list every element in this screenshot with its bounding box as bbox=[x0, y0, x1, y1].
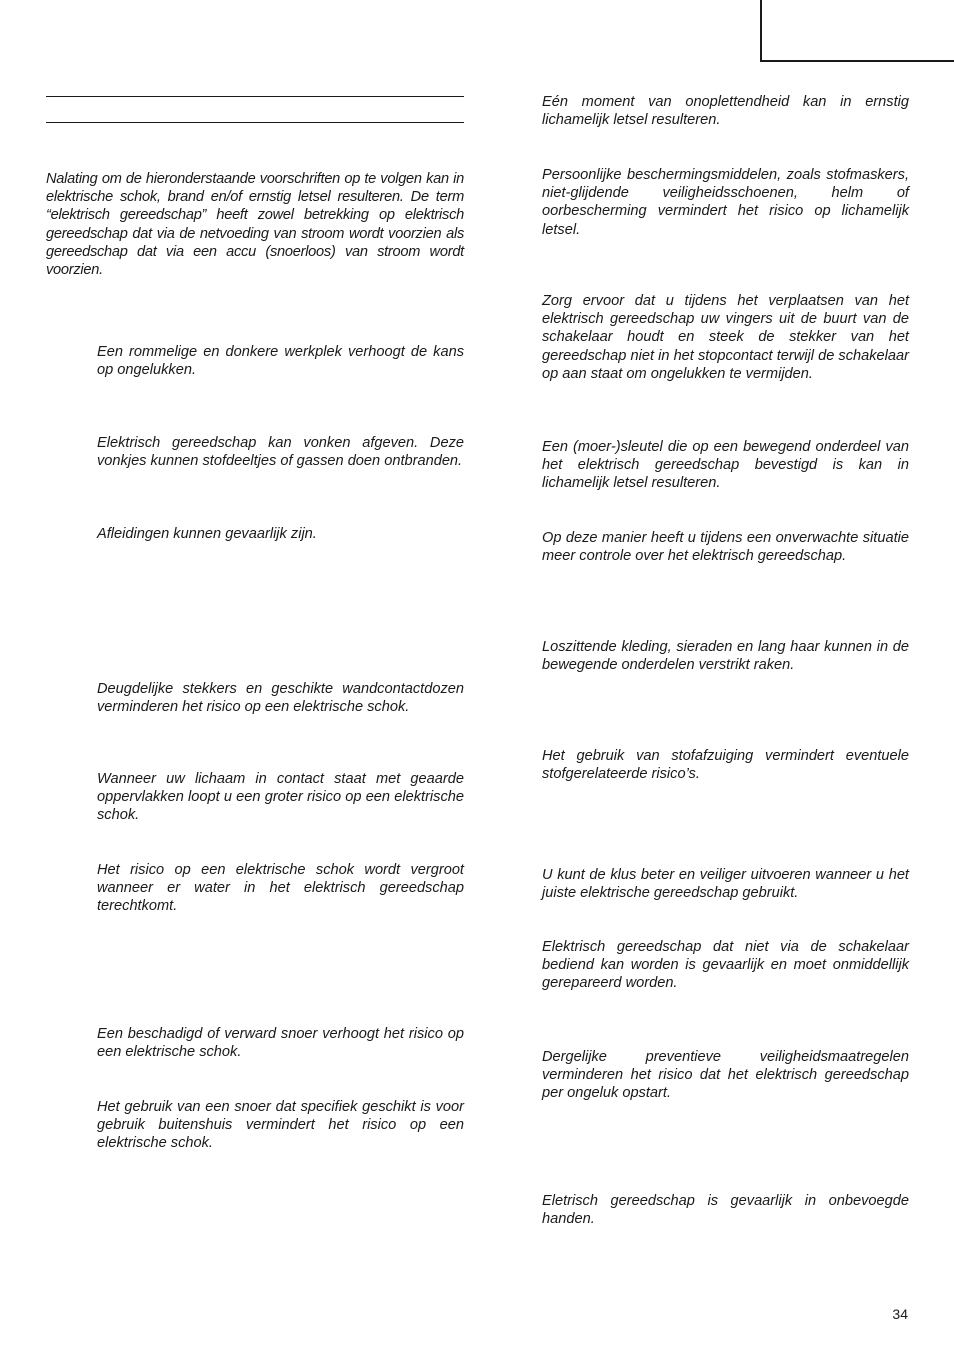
language-tab-box bbox=[760, 0, 954, 62]
grounded-surface-text: Wanneer uw lichaam in contact staat met geaarde oppervlakken loopt u een groter risico op een elektrische schok. bbox=[97, 771, 464, 824]
plug-safety-text: Deugdelijke stekkers en geschikte wandcontactdozen verminderen het risico op een elektrische schok. bbox=[97, 681, 464, 716]
outdoor-cord-text: Het gebruik van een snoer dat specifiek geschikt is voor gebruik buitenshuis vermindert het risico op een elektrische schok. bbox=[97, 1099, 464, 1152]
untrained-users-text: Eletrisch gereedschap is gevaarlijk in onbevoegde handen. bbox=[542, 1193, 909, 1228]
explosive-atmosphere-text: Elektrisch gereedschap kan vonken afgeven. Deze vonkjes kunnen stofdeeltjes of gassen doen ontbranden. bbox=[97, 435, 464, 470]
footing-balance-text: Op deze manier heeft u tijdens een onverwachte situatie meer controle over het elektrisch gereedschap. bbox=[542, 530, 909, 565]
damaged-cord-text: Een beschadigd of verward snoer verhoogt het risico op een elektrische schok. bbox=[97, 1026, 464, 1061]
preventive-measures-text: Dergelijke preventieve veiligheidsmaatregelen verminderen het risico dat het elektrisch gereedschap per ongeluk opstart. bbox=[542, 1049, 909, 1102]
protective-equipment-text: Persoonlijke beschermingsmiddelen, zoals stofmaskers, niet-glijdende veiligheidsschoenen, helm of oorbescherming vermindert het risico op lichamelijk letsel. bbox=[542, 167, 909, 238]
unintentional-start-text: Zorg ervoor dat u tijdens het verplaatsen van het elektrisch gereedschap uw vingers uit de buurt van de schakelaar houdt en steek de stekker van het gereedschap niet in het stopcontact terwijl de schakelaar op aan staat om ongelukken te vermijden. bbox=[542, 293, 909, 382]
distraction-text: Afleidingen kunnen gevaarlijk zijn. bbox=[97, 526, 317, 542]
loose-clothing-text: Loszittende kleding, sieraden en lang haar kunnen in de bewegende onderdelen verstrikt raken. bbox=[542, 639, 909, 674]
section-rule-bottom bbox=[46, 122, 464, 123]
page-number: 34 bbox=[892, 1306, 908, 1322]
adjusting-key-text: Een (moer-)sleutel die op een bewegend onderdeel van het elektrisch gereedschap bevestigd is kan in lichamelijk letsel resulteren. bbox=[542, 439, 909, 492]
intro-paragraph: Nalating om de hieronderstaande voorschriften op te volgen kan in elektrische schok, brand en/of ernstig letsel resulteren. De term “elektrisch gereedschap” heeft zowel betrekking op elektrisch gereedschap dat via de netvoeding van stroom wordt voorzien als gereedschap dat via een accu (snoerloos) van stroom wordt voorzien. bbox=[46, 171, 464, 279]
water-exposure-text: Het risico op een elektrische schok wordt vergroot wanneer er water in het elektrisch gereedschap terechtkomt. bbox=[97, 862, 464, 915]
work-area-clutter-text: Een rommelige en donkere werkplek verhoogt de kans op ongelukken. bbox=[97, 344, 464, 379]
dust-extraction-text: Het gebruik van stofafzuiging vermindert eventuele stofgerelateerde risico’s. bbox=[542, 748, 909, 783]
correct-tool-text: U kunt de klus beter en veiliger uitvoeren wanneer u het juiste elektrische gereedschap gebruikt. bbox=[542, 867, 909, 902]
defective-switch-text: Elektrisch gereedschap dat niet via de schakelaar bediend kan worden is gevaarlijk en moet onmiddellijk gerepareerd worden. bbox=[542, 939, 909, 992]
section-rule-top bbox=[46, 96, 464, 97]
inattention-text: Eén moment van onoplettendheid kan in ernstig lichamelijk letsel resulteren. bbox=[542, 94, 909, 129]
